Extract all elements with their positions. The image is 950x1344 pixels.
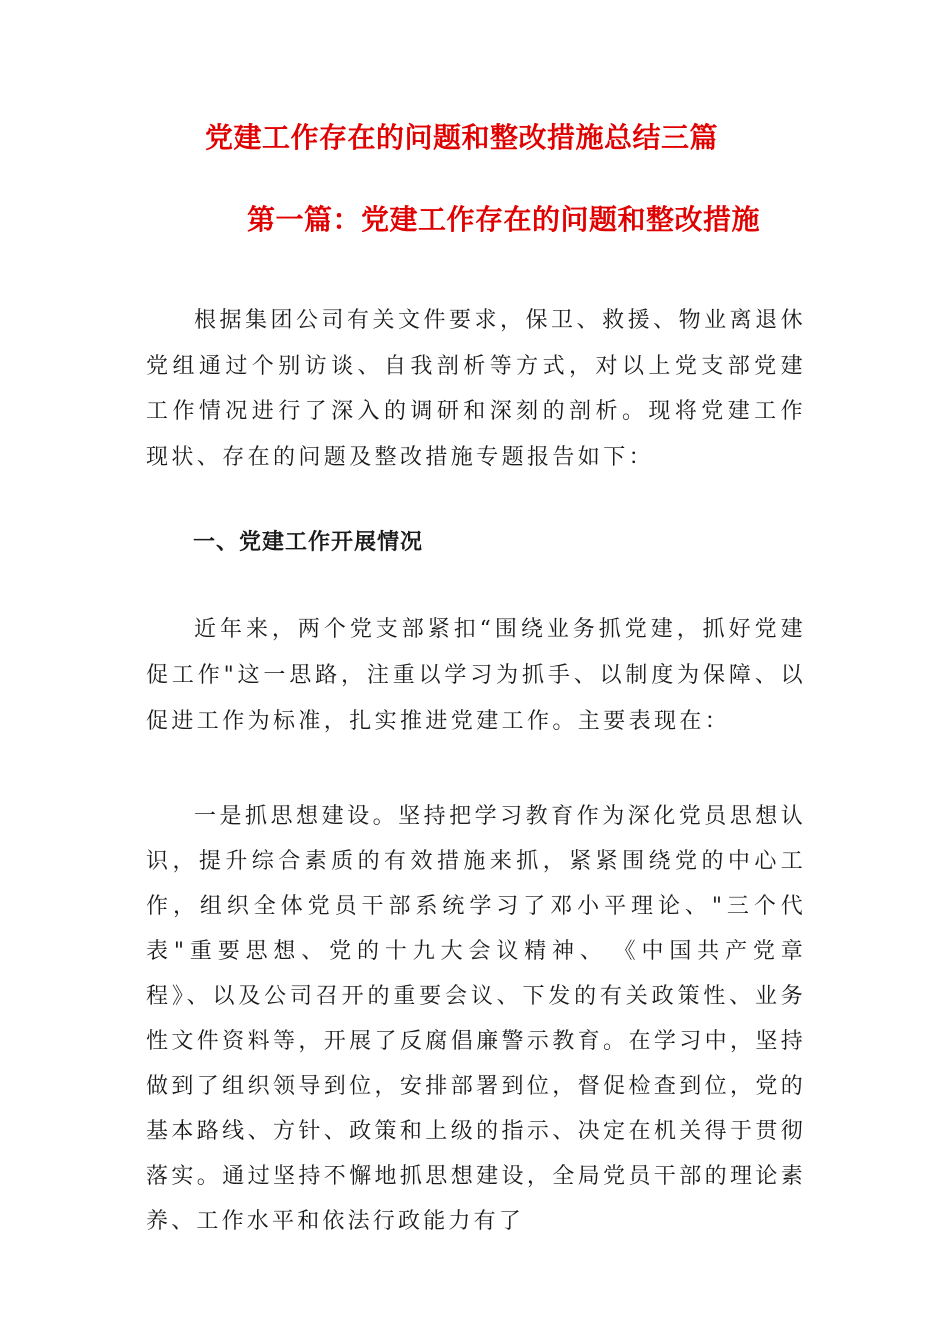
section-heading: 一、党建工作开展情况	[193, 530, 424, 555]
overview-paragraph: 近年来，两个党支部紧扣“围绕业务抓党建，抓好党建促工作"这一思路，注重以学习为抓手、以制度为保障、以促进工作为标准，扎实推进党建工作。主要表现在：	[146, 617, 806, 734]
thought-building-paragraph: 一是抓思想建设。坚持把学习教育作为深化党员思想认识，提升综合素质的有效措施来抓，紧紧围绕党的中心工作，组织全体党员干部系统学习了邓小平理论、"三个代表"重要思想、党的十九大会议精神、 《中国共产党章程》、以及公司召开的重要会议、下发的有关政策性、业务性文件资料等，开展了反腐倡廉警示教育。在学习中，坚持做到了组织领导到位，安排部署到位，督促检查到位，党的基本路线、方针、政策和上级的指示、决定在机关得于贯彻落实。通过坚持不懈地抓思想建设，全局党员干部的理论素养、工作水平和依法行政能力有了	[146, 804, 806, 1234]
document-subtitle: 第一篇：党建工作存在的问题和整改措施	[247, 203, 761, 236]
intro-paragraph: 根据集团公司有关文件要求，保卫、救援、物业离退休党组通过个别访谈、自我剖析等方式，对以上党支部党建工作情况进行了深入的调研和深刻的剖析。现将党建工作现状、存在的问题及整改措施专题报告如下：	[146, 308, 806, 470]
document-title: 党建工作存在的问题和整改措施总结三篇	[205, 121, 719, 154]
